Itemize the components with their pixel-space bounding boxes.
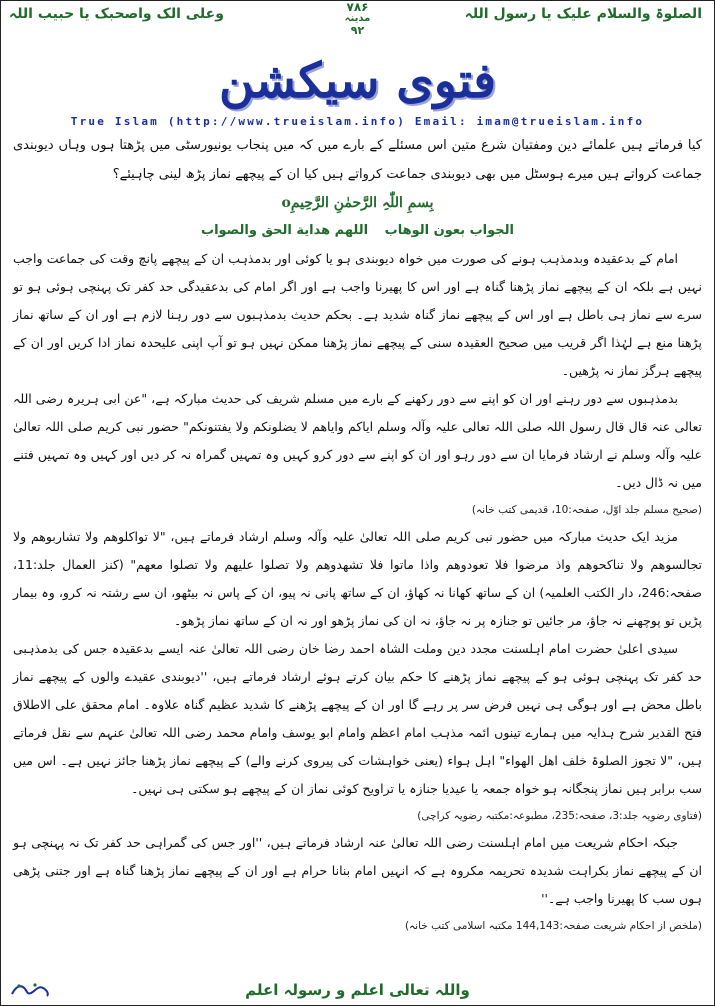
reference-citation: (فتاوی رضویہ جلد:3، صفحہ:235، مطبوعہ:مکتبہ رضویہ کراچی) [417,810,702,822]
answer-paragraph: بدمذہبوں سے دور رہنے اور ان کو اپنے سے دور رکھنے کے بارے میں مسلم شریف کی حدیث مبارکہ ہے، "عن ابی ہریرہ رضی اللہ تعالی عنہ قال قال رسول اللہ صلی اللہ تعالی علیہ وآلہ وسلم ایاکم وایاھم لا یضلونکم ولا یفتنونکم" حضور نبی کریم صلی اللہ تعالیٰ علیہ وآلہ وسلم نے ارشاد فرمایا ان سے دور رہو اور ان کو اپنے سے دور کرو کہیں وہ تمہیں گمراہ نہ کر دیں اور کہیں وہ تمہیں فتنے میں نہ ڈال دیں۔ [13,391,702,490]
answer-paragraph: سیدی اعلیٰ حضرت امام اہلسنت مجدد دین وملت الشاہ احمد رضا خان رضی اللہ تعالیٰ عنہ ایسے بدعقیدہ جس کی بدمذہبی حد کفر تک پہنچی ہوئی ہو کے پیچھے نماز پڑھنے کا حکم بیان کرتے ہوئے ارشاد فرماتے ہیں، ''دیوبندی عقیدے والوں کے پیچھے نماز باطل محض ہے اور ہوگی ہی نہیں فرض سر پر رہے گا اور ان کے پیچھے پڑھنے کا شدید عظیم گناہ علاوہ۔ امام محقق علی الاطلاق فتح القدیر شرح ہدایہ میں ہمارے تینوں ائمہ مذہب امام اعظم وامام ابو یوسف وامام محمد رضی اللہ تعالیٰ عنہم سے نقل فرماتے ہیں، "لا تجوز الصلوۃ خلف اھل الھواء" اہل ہواء (یعنی خواہشات کی پیروی کرنے والے) کے پیچھے نماز پڑھنا جائز نہیں ہے۔ اس میں سب برابر ہیں نماز پنجگانہ ہو خواہ جمعہ یا عیدیا جنازہ یا تراویح کوئی نماز ان کے پیچھے ہو سکتی ہی نہیں۔ [13,641,702,796]
header-number-middle: مدینہ [344,13,371,24]
header-right-salutation: الصلوۃ والسلام علیک یا رسول اللہ [464,6,702,22]
reference-citation: (ملخص از احکام شریعت صفحہ:144,143 مکتبہ اسلامی کتب خانہ) [404,920,702,932]
fatwa-content [13,131,702,939]
answer-heading-part2: اللهم هداية الحق والصواب [201,223,369,238]
bismillah: بِسمِ اللّٰہِ الرَّحمٰنِ الرَّحِیمِo [281,195,434,211]
page-title: فتوی سیکشن [218,53,497,109]
header-left-salutation: وعلی الک واصحبک یا حبیب اللہ [9,6,224,22]
reference-citation: (صحیح مسلم جلد اوّل، صفحہ:10، قدیمی کتب خانہ) [471,504,702,516]
answer-paragraph: امام کے بدعقیدہ وبدمذہب ہونے کی صورت میں خواہ دیوبندی ہو یا کوئی اور بدمذہب ان کے پیچھے پانچ وقت کی جماعت واجب نہیں ہے بلکہ ان کے پیچھے نماز پڑھنا گناہ ہے اور اس کا پھیرنا واجب ہے اور اگر امام کی بدعقیدگی حد کفر تک پہنچی ہوئی ہو تو سرے سے نماز ہی باطل ہے اور اس کے پیچھے نماز گناہ شدید ہے۔ بحکم حدیث بدمذہبوں سے دور رہنا لازم ہے اور ان کے ساتھ نماز پڑھنا منع ہے لہٰذا اگر قریب میں صحیح العقیدہ سنی کے پیچھے نماز پڑھنا ممکن نہیں ہو تو آپ اپنی علیحدہ نماز ادا کریں اور ان کے پیچھے ہرگز نماز نہ پڑھیں۔ [13,251,702,378]
header [1,1,714,47]
calligraphy-seal-icon [9,980,51,1000]
answer-paragraph: جبکہ احکام شریعت میں امام اہلسنت رضی اللہ تعالیٰ عنہ ارشاد فرماتے ہیں، ''اور جس کی گمراہی حد کفر تک نہ پہنچی ہو ان کے پیچھے نماز بکراہت شدیدہ تحریمہ مکروہ ہے کہ انہیں امام بنانا حرام ہے اور ان کے پیچھے نماز پڑھنا گناہ ہے اور جتنی پڑھی ہوں سب کا پھیرنا واجب ہے۔'' [13,835,702,906]
header-number-top: ۷۸۶ [346,0,369,14]
answer-heading [13,217,702,245]
site-contact-line: True Islam (http://www.trueislam.info) Email: imam@trueislam.info [70,115,645,128]
answer-paragraph: مزید ایک حدیث مبارکہ میں حضور نبی کریم صلی اللہ تعالیٰ علیہ وآلہ وسلم ارشاد فرماتے ہیں، "لا تواکلوھم ولا تشاربوھم ولا تجالسوھم ولا تناکحوھم واذ مرضوا فلا تعودوھم واذا ماتوا فلا تشھدوھم ولا تصلوا علیھم ولا تصلوا معھم" (کنز العمال جلد:11، صفحہ:246، دار الکتب العلمیہ) ان کے ساتھ کھانا نہ کھاؤ، ان کے ساتھ پانی نہ پیو، ان کے پاس نہ بیٹھو، ان سے رشتہ نہ کرو، وہ بیمار پڑیں تو پوچھنے نہ جاؤ، مر جائیں تو جنازہ پر نہ جاؤ، نہ ان کی نماز پڑھو اور نہ ان کے ساتھ نماز پڑھو۔ [13,529,702,628]
header-number-bottom: ۹۲ [350,24,365,37]
answer-heading-part1: الجواب بعون الوهاب [384,223,514,238]
footer-closing-text: واللہ تعالی اعلم و رسولہ اعلم [245,981,470,999]
question-text: کیا فرماتے ہیں علمائے دین ومفتیان شرع متین اس مسئلے کے بارے میں کہ میں پنجاب یونیورسٹی میں پڑھتا ہوں وہاں دیوبندی جماعت کرواتے ہیں میرے ہوسٹل میں بھی دیوبندی جماعت کرواتے ہیں کیا ان کے پیچھے نماز پڑھ لینی چاہیئے؟ [13,138,702,182]
footer [1,977,714,1005]
